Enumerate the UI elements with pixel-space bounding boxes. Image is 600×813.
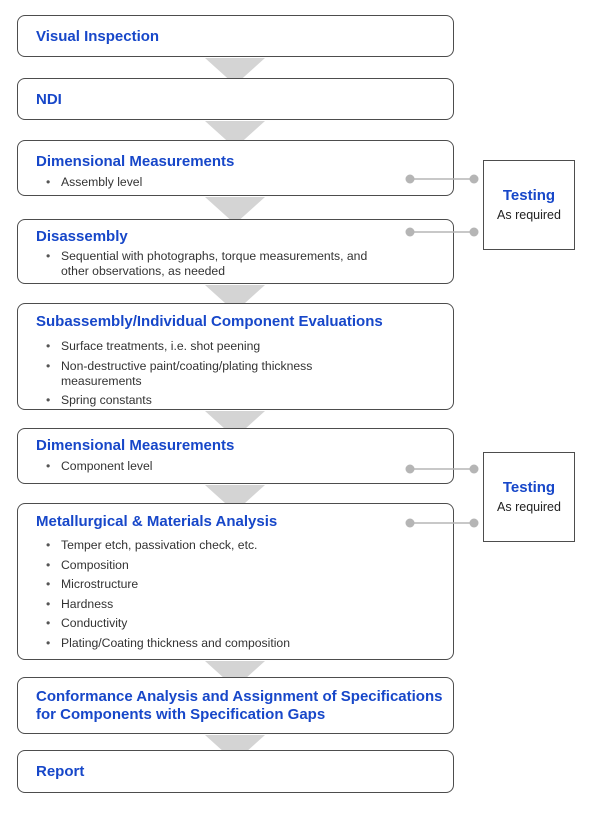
step-visual-inspection [17, 15, 454, 57]
step-title: Disassembly [36, 228, 128, 245]
step-title-line2: for Components with Specification Gaps [36, 706, 326, 723]
bullet-item: • Plating/Coating thickness and composition [46, 636, 376, 651]
step-ndi [17, 78, 454, 120]
step-report [17, 750, 454, 793]
testing-subtitle: As required [497, 500, 561, 514]
step-subassembly [17, 303, 454, 410]
connector-line [405, 517, 479, 529]
bullet-item: • Microstructure [46, 577, 376, 592]
step-dimensional-assembly [17, 140, 454, 196]
bullet-list [46, 249, 386, 284]
bullet-list [46, 538, 376, 655]
connector-line [405, 173, 479, 185]
bullet-item: • Spring constants [46, 393, 376, 408]
bullet-item: • Composition [46, 558, 376, 573]
step-title: Metallurgical & Materials Analysis [36, 513, 278, 530]
bullet-item: • Temper etch, passivation check, etc. [46, 538, 376, 553]
step-title: Subassembly/Individual Component Evaluations [36, 313, 383, 330]
step-title: NDI [36, 91, 62, 108]
step-metallurgical [17, 503, 454, 660]
testing-box [483, 452, 575, 542]
connector-line [405, 463, 479, 475]
step-title: Report [36, 763, 85, 780]
step-title: Dimensional Measurements [36, 153, 235, 170]
bullet-item: • Conductivity [46, 616, 376, 631]
bullet-list [46, 175, 376, 195]
step-dimensional-component [17, 428, 454, 484]
step-title-line1: Conformance Analysis and Assignment of Specifications [36, 688, 443, 705]
testing-title: Testing [502, 187, 556, 204]
bullet-item: • Hardness [46, 597, 376, 612]
bullet-item: • Non-destructive paint/coating/plating thickness measurements [46, 359, 376, 389]
testing-box [483, 160, 575, 250]
connector-line [405, 226, 479, 238]
bullet-item: • Surface treatments, i.e. shot peening [46, 339, 376, 354]
bullet-list [46, 459, 376, 479]
step-title: Dimensional Measurements [36, 437, 235, 454]
testing-subtitle: As required [497, 208, 561, 222]
bullet-item: • Component level [46, 459, 376, 474]
bullet-item: • Assembly level [46, 175, 376, 190]
bullet-list [46, 339, 376, 413]
step-conformance [17, 677, 454, 734]
testing-title: Testing [502, 479, 556, 496]
bullet-item: • Sequential with photographs, torque measurements, and other observations, as needed [46, 249, 386, 279]
step-title: Visual Inspection [36, 28, 160, 45]
step-disassembly [17, 219, 454, 284]
